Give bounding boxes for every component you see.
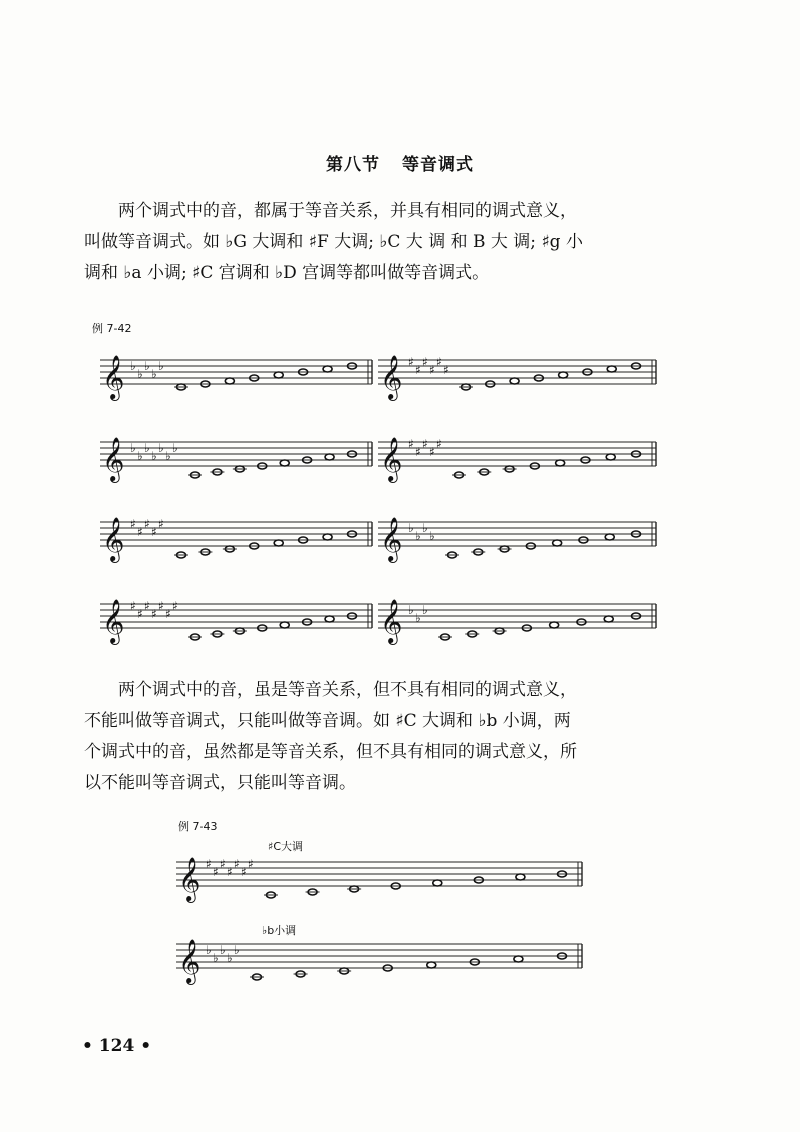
- whole-note: [274, 540, 283, 546]
- flat-sign-icon: ♭: [234, 943, 240, 957]
- sharp-sign-icon: ♯: [130, 599, 136, 613]
- whole-note: [559, 372, 568, 378]
- section-number: 第八节: [326, 155, 380, 175]
- sharp-sign-icon: ♯: [408, 355, 414, 369]
- whole-note: [427, 962, 436, 968]
- whole-note: [605, 534, 614, 540]
- example-7-43-label: 例 7-43: [178, 820, 218, 833]
- flat-sign-icon: ♭: [422, 521, 428, 535]
- sharp-sign-icon: ♯: [158, 599, 164, 613]
- example-7-43-staff-1-label: ♯C大调: [268, 840, 304, 853]
- example-7-42-label: 例 7-42: [92, 322, 132, 335]
- treble-clef-icon: 𝄞: [102, 437, 125, 481]
- sharp-sign-icon: ♯: [151, 525, 157, 539]
- sharp-sign-icon: ♯: [144, 517, 150, 531]
- paragraph-2-line-3: 个调式中的音，虽然都是等音关系，但不具有相同的调式意义，所: [84, 742, 577, 762]
- flat-sign-icon: ♭: [422, 603, 428, 617]
- paragraph-1-line-2: 叫做等音调式。如 ♭G 大调和 ♯F 大调; ♭C 大 调 和 B 大 调; ♯g 小: [84, 232, 583, 252]
- sharp-sign-icon: ♯: [429, 363, 435, 377]
- treble-clef-icon: 𝄞: [102, 517, 125, 561]
- example-7-43-staff-2-label: ♭b小调: [262, 924, 297, 937]
- treble-clef-icon: 𝄞: [178, 857, 201, 901]
- sharp-sign-icon: ♯: [144, 599, 150, 613]
- flat-sign-icon: ♭: [415, 529, 421, 543]
- whole-note: [325, 616, 334, 622]
- sharp-sign-icon: ♯: [408, 437, 414, 451]
- treble-clef-icon: 𝄞: [102, 355, 125, 399]
- flat-sign-icon: ♭: [165, 449, 171, 463]
- page-number: • 124 •: [82, 1036, 152, 1056]
- sharp-sign-icon: ♯: [165, 607, 171, 621]
- paragraph-1-line-3: 调和 ♭a 小调; ♯C 宫调和 ♭D 宫调等都叫做等音调式。: [84, 263, 490, 283]
- sharp-sign-icon: ♯: [151, 607, 157, 621]
- sharp-sign-icon: ♯: [422, 355, 428, 369]
- sharp-sign-icon: ♯: [137, 525, 143, 539]
- sharp-sign-icon: ♯: [248, 857, 254, 871]
- whole-note: [514, 956, 523, 962]
- flat-sign-icon: ♭: [130, 441, 136, 455]
- flat-sign-icon: ♭: [408, 521, 414, 535]
- flat-sign-icon: ♭: [158, 441, 164, 455]
- whole-note: [607, 366, 616, 372]
- whole-note: [280, 460, 289, 466]
- sharp-sign-icon: ♯: [130, 517, 136, 531]
- sharp-sign-icon: ♯: [234, 857, 240, 871]
- flat-sign-icon: ♭: [213, 951, 219, 965]
- flat-sign-icon: ♭: [415, 611, 421, 625]
- flat-sign-icon: ♭: [220, 943, 226, 957]
- flat-sign-icon: ♭: [130, 359, 136, 373]
- sharp-sign-icon: ♯: [415, 363, 421, 377]
- whole-note: [556, 460, 565, 466]
- sharp-sign-icon: ♯: [443, 363, 449, 377]
- whole-note: [325, 454, 334, 460]
- whole-note: [516, 874, 525, 880]
- whole-note: [433, 880, 442, 886]
- sharp-sign-icon: ♯: [172, 599, 178, 613]
- sharp-sign-icon: ♯: [206, 857, 212, 871]
- flat-sign-icon: ♭: [151, 367, 157, 381]
- whole-note: [280, 622, 289, 628]
- sharp-sign-icon: ♯: [137, 607, 143, 621]
- sharp-sign-icon: ♯: [422, 437, 428, 451]
- flat-sign-icon: ♭: [206, 943, 212, 957]
- flat-sign-icon: ♭: [137, 449, 143, 463]
- sharp-sign-icon: ♯: [415, 445, 421, 459]
- flat-sign-icon: ♭: [227, 951, 233, 965]
- paragraph-1-line-1: 两个调式中的音，都属于等音关系，并具有相同的调式意义，: [118, 201, 577, 221]
- flat-sign-icon: ♭: [158, 359, 164, 373]
- paragraph-2-line-1: 两个调式中的音，虽是等音关系，但不具有相同的调式意义，: [118, 680, 577, 700]
- whole-note: [510, 378, 519, 384]
- flat-sign-icon: ♭: [144, 441, 150, 455]
- whole-note: [606, 454, 615, 460]
- whole-note: [553, 540, 562, 546]
- sharp-sign-icon: ♯: [436, 355, 442, 369]
- treble-clef-icon: 𝄞: [102, 599, 125, 643]
- flat-sign-icon: ♭: [151, 449, 157, 463]
- sharp-sign-icon: ♯: [227, 865, 233, 879]
- whole-note: [274, 372, 283, 378]
- treble-clef-icon: 𝄞: [380, 599, 403, 643]
- sharp-sign-icon: ♯: [429, 445, 435, 459]
- paragraph-2: [84, 675, 684, 799]
- flat-sign-icon: ♭: [172, 441, 178, 455]
- sharp-sign-icon: ♯: [213, 865, 219, 879]
- flat-sign-icon: ♭: [137, 367, 143, 381]
- treble-clef-icon: 𝄞: [380, 355, 403, 399]
- section-title: 等音调式: [402, 155, 474, 175]
- sharp-sign-icon: ♯: [158, 517, 164, 531]
- whole-note: [225, 378, 234, 384]
- whole-note: [604, 616, 613, 622]
- flat-sign-icon: ♭: [144, 359, 150, 373]
- treble-clef-icon: 𝄞: [380, 517, 403, 561]
- flat-sign-icon: ♭: [429, 529, 435, 543]
- whole-note: [550, 622, 559, 628]
- paragraph-2-line-2: 不能叫做等音调式，只能叫做等音调。如 ♯C 大调和 ♭b 小调，两: [84, 711, 571, 731]
- sharp-sign-icon: ♯: [220, 857, 226, 871]
- paragraph-2-line-4: 以不能叫等音调式，只能叫等音调。: [84, 773, 356, 793]
- flat-sign-icon: ♭: [408, 603, 414, 617]
- whole-note: [323, 366, 332, 372]
- treble-clef-icon: 𝄞: [380, 437, 403, 481]
- whole-note: [323, 534, 332, 540]
- treble-clef-icon: 𝄞: [178, 939, 201, 983]
- sharp-sign-icon: ♯: [436, 437, 442, 451]
- sharp-sign-icon: ♯: [241, 865, 247, 879]
